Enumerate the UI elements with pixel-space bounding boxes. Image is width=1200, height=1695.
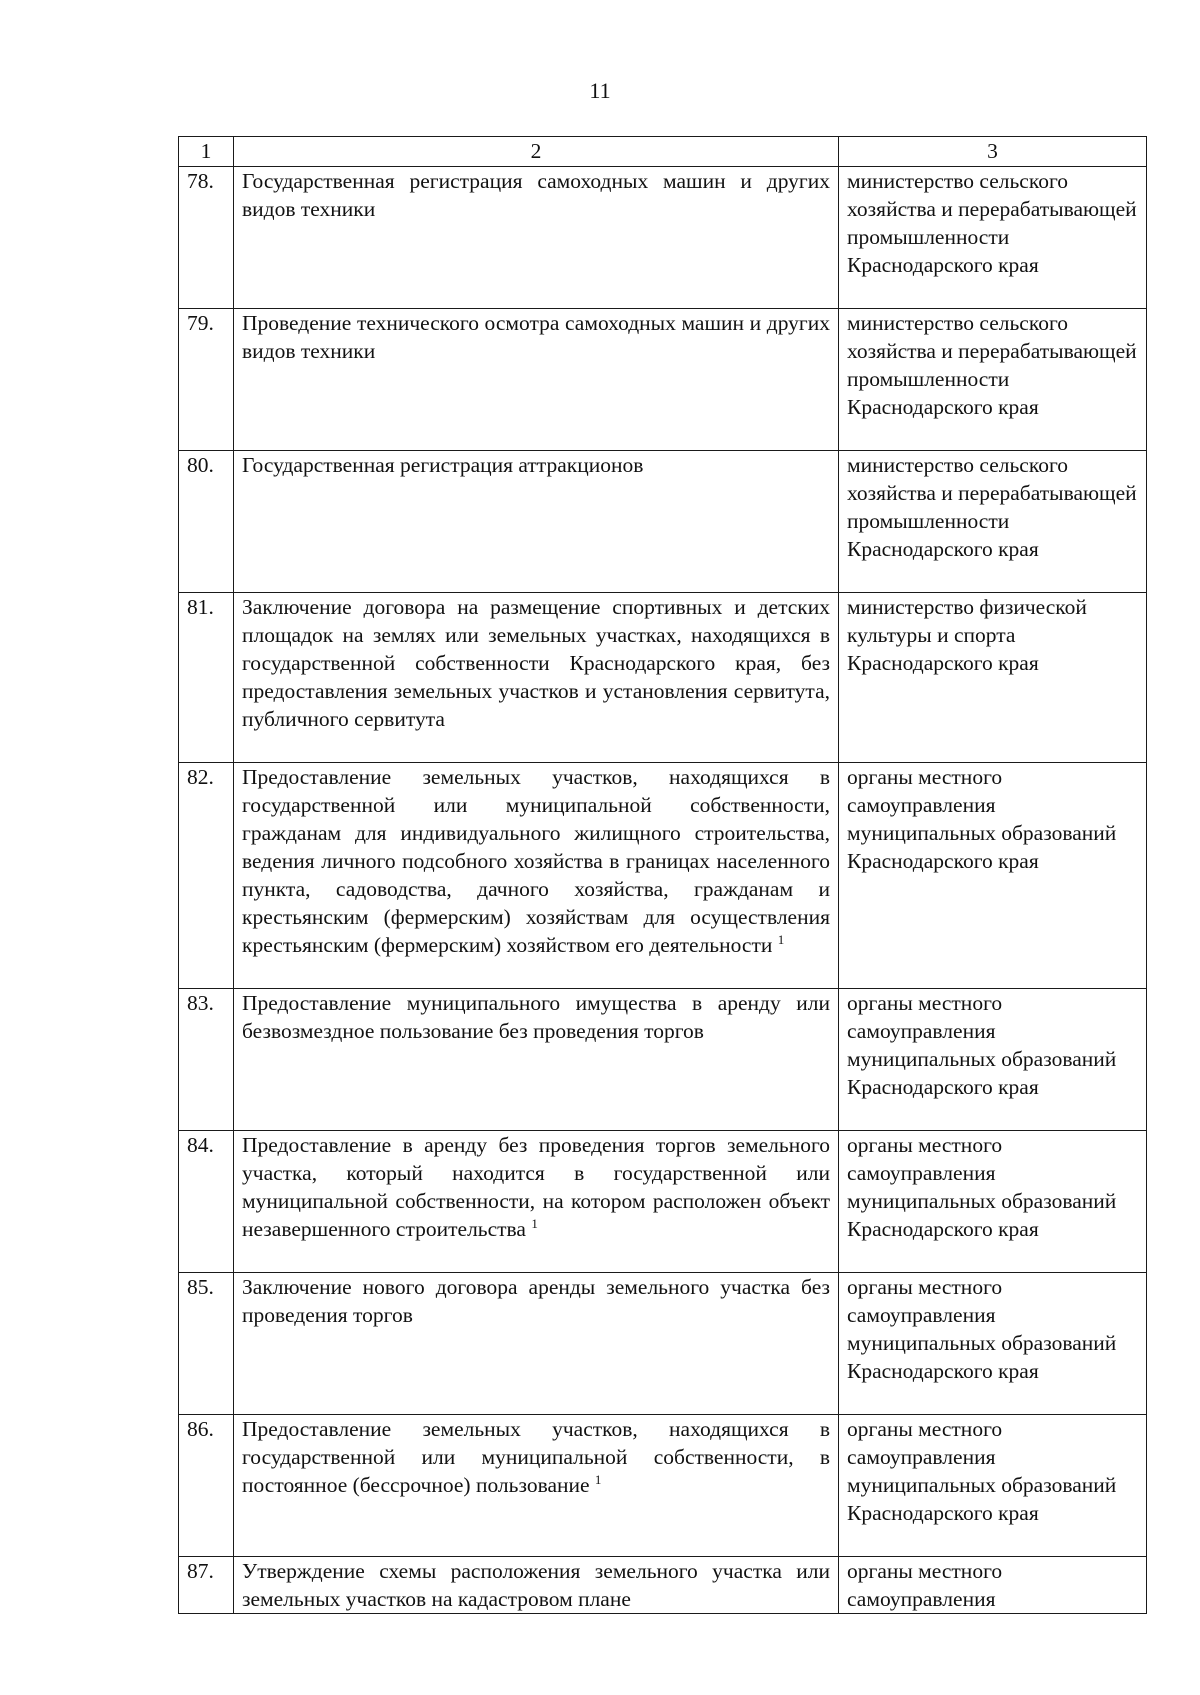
table-row — [179, 763, 1147, 989]
row-number: 83. — [179, 989, 234, 1131]
header-cell: 1 — [179, 137, 234, 167]
service-name: Предоставление земельных участков, находящихся в государственной или муниципальной собственности, в постоянное (бессрочное) пользование $^1$ — [234, 1415, 839, 1557]
table-row — [179, 167, 1147, 309]
service-name: Заключение договора на размещение спортивных и детских площадок на землях или земельных участках, находящихся в государственной собственности Краснодарского края, без предоставления земельных участков и установления сервитута, публичного сервитута — [234, 593, 839, 763]
row-number: 85. — [179, 1273, 234, 1415]
service-name: Предоставление земельных участков, находящихся в государственной или муниципальной собственности, гражданам для индивидуального жилищного строительства, ведения личного подсобного хозяйства в границах населенного пункта, садоводства, дачного хозяйства, гражданам и крестьянским (фермерским) хозяйствам для осуществления крестьянским (фермерским) хозяйством его деятельности $^1$ — [234, 763, 839, 989]
responsible-authority: министерство сельского хозяйства и перерабатывающей промышленности Краснодарского края — [839, 309, 1147, 451]
row-number: 80. — [179, 451, 234, 593]
service-name: Утверждение схемы расположения земельного участка или земельных участков на кадастровом плане — [234, 1557, 839, 1614]
responsible-authority: органы местного самоуправления — [839, 1557, 1147, 1614]
row-number: 79. — [179, 309, 234, 451]
footnote-marker: 1 — [531, 1215, 538, 1231]
table-row — [179, 989, 1147, 1131]
responsible-authority: министерство физической культуры и спорта Краснодарского края — [839, 593, 1147, 763]
responsible-authority: министерство сельского хозяйства и перерабатывающей промышленности Краснодарского края — [839, 167, 1147, 309]
row-number: 78. — [179, 167, 234, 309]
row-number: 82. — [179, 763, 234, 989]
service-name: Государственная регистрация самоходных машин и других видов техники — [234, 167, 839, 309]
row-number: 84. — [179, 1131, 234, 1273]
service-name: Государственная регистрация аттракционов — [234, 451, 839, 593]
service-name: Предоставление муниципального имущества в аренду или безвозмездное пользование без проведения торгов — [234, 989, 839, 1131]
table-row — [179, 451, 1147, 593]
table-row — [179, 309, 1147, 451]
footnote-marker: 1 — [777, 931, 785, 947]
header-cell: 3 — [839, 137, 1147, 167]
service-name: Проведение технического осмотра самоходных машин и других видов техники — [234, 309, 839, 451]
table-row — [179, 1131, 1147, 1273]
service-name: Предоставление в аренду без проведения торгов земельного участка, который находится в государственной или муниципальной собственности, на котором расположен объект незавершенного строительства $^1$ — [234, 1131, 839, 1273]
table-header-row — [179, 137, 1147, 167]
table-row — [179, 1415, 1147, 1557]
header-cell: 2 — [234, 137, 839, 167]
responsible-authority: министерство сельского хозяйства и перерабатывающей промышленности Краснодарского края — [839, 451, 1147, 593]
responsible-authority: органы местного самоуправления муниципальных образований Краснодарского края — [839, 989, 1147, 1131]
row-number: 81. — [179, 593, 234, 763]
page-number: 11 — [589, 78, 611, 103]
responsible-authority: органы местного самоуправления муниципальных образований Краснодарского края — [839, 1415, 1147, 1557]
services-table — [178, 136, 1147, 1614]
table-row — [179, 593, 1147, 763]
row-number: 86. — [179, 1415, 234, 1557]
table-row — [179, 1557, 1147, 1614]
footnote-marker: 1 — [594, 1471, 602, 1487]
row-number: 87. — [179, 1557, 234, 1614]
table-row — [179, 1273, 1147, 1415]
responsible-authority: органы местного самоуправления муниципальных образований Краснодарского края — [839, 1131, 1147, 1273]
responsible-authority: органы местного самоуправления муниципальных образований Краснодарского края — [839, 1273, 1147, 1415]
service-name: Заключение нового договора аренды земельного участка без проведения торгов — [234, 1273, 839, 1415]
responsible-authority: органы местного самоуправления муниципальных образований Краснодарского края — [839, 763, 1147, 989]
